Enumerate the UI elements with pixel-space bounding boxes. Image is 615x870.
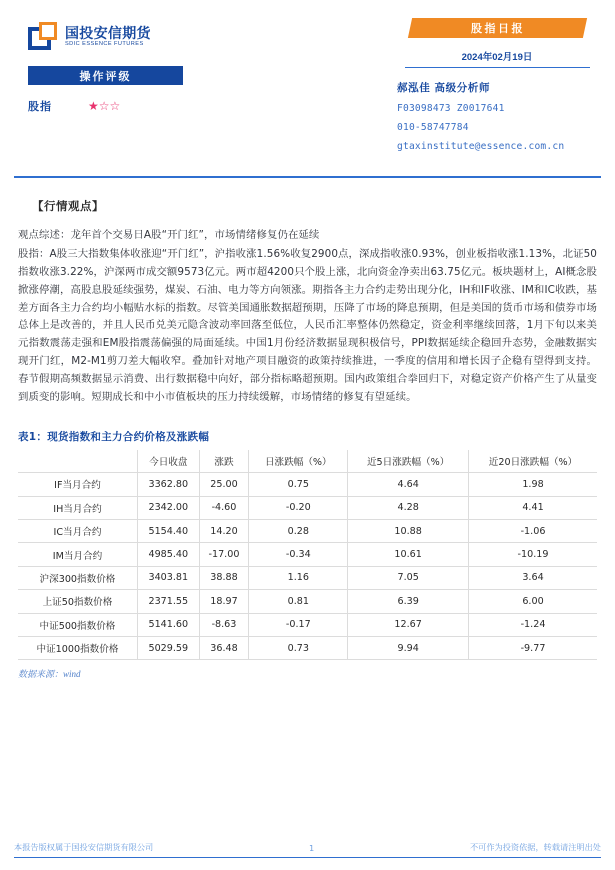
cell-pct-5d: 9.94 <box>348 636 469 659</box>
cell-close: 2342.00 <box>137 496 199 519</box>
footer-page-number: 1 <box>308 842 315 853</box>
cell-pct-day: 0.81 <box>249 590 348 613</box>
cell-close: 5141.60 <box>137 613 199 636</box>
col-header-pct-5d: 近5日涨跌幅（%） <box>348 450 469 473</box>
cell-pct-day: -0.20 <box>249 496 348 519</box>
header-left <box>28 22 328 114</box>
header-right <box>397 18 597 152</box>
cell-change: -17.00 <box>199 543 249 566</box>
cell-change: 18.97 <box>199 590 249 613</box>
cell-pct-5d: 4.64 <box>348 473 469 496</box>
company-name-cn: 国投安信期货 <box>65 25 151 42</box>
rating-bar-title: 操作评级 <box>28 66 183 85</box>
cell-pct-20d: 6.00 <box>469 590 597 613</box>
cell-close: 3403.81 <box>137 566 199 589</box>
cell-pct-day: -0.34 <box>249 543 348 566</box>
table-row <box>18 613 597 636</box>
row-label: 中证1000指数价格 <box>18 636 137 659</box>
analyst-cert: F03098473 Z0017641 <box>397 103 505 114</box>
table-row <box>18 473 597 496</box>
cell-pct-day: 0.75 <box>249 473 348 496</box>
row-label: IM当月合约 <box>18 543 137 566</box>
table-body <box>18 473 597 660</box>
paragraph-body: 股指：A股三大指数集体收涨迎“开门红”，沪指收涨1.56%收复2900点，深成指收涨0.93%，创业板指收涨1.13%，北证50指数收涨3.22%，沪深两市成交额9573亿元。两市超4200只个股上涨，北向资金净卖出63.75亿元。板块题材上，AI概念股掀涨停潮，高股息股延续强势，煤炭、石油、电力等方向领涨。期指各主力合约走势出现分化，IH和IF收涨、IM和IC收跌，基差方面各主力合约均小幅贴水标的指数。尽管美国通胀数据超预期，压降了市场的降息预期，但是美国的货币市场和债券市场总体上是改善的，并且人民币兑美元隐含波动率回落至低位，人民币汇率整体仍然稳定，资金利率继续回落，1月下旬以来美元指数震荡走强和EM股指震荡偏强的局面延续。中国1月份经济数据显现积极信号，PPI数据延续企稳回升态势，金融数据实现开门红，M2-M1剪刀差大幅收窄。叠加针对地产项目融资的政策持续推进，一季度的信用和增长因子企稳有望得到支持。春节假期高频数据显示消费、出行数据稳中向好，部分指标略超预期。国内政策组合拳回归下，对稳定资产价格产生了从量变到质变的影响。短期成长和中小市值板块的压力持续缓解，市场情绪的修复有望延续。 <box>18 247 597 404</box>
cell-close: 4985.40 <box>137 543 199 566</box>
section-title-market-view: 【行情观点】 <box>32 199 104 213</box>
company-logo-text <box>65 27 151 48</box>
table-row <box>18 520 597 543</box>
col-header-name <box>18 450 137 473</box>
cell-change: 36.48 <box>199 636 249 659</box>
analyst-name: 郝泓佳 高级分析师 <box>397 82 491 94</box>
cell-pct-20d: -10.19 <box>469 543 597 566</box>
col-header-pct-20d: 近20日涨跌幅（%） <box>469 450 597 473</box>
cell-pct-5d: 10.61 <box>348 543 469 566</box>
table-row <box>18 590 597 613</box>
cell-change: 38.88 <box>199 566 249 589</box>
cell-pct-5d: 10.88 <box>348 520 469 543</box>
report-type-banner <box>407 18 586 38</box>
cell-pct-5d: 12.67 <box>348 613 469 636</box>
cell-pct-day: 0.73 <box>249 636 348 659</box>
footer-copyright: 本报告版权属于国投安信期货有限公司 <box>14 842 154 852</box>
table-row <box>18 543 597 566</box>
rating-row <box>28 98 328 114</box>
price-table <box>18 450 597 660</box>
row-label: IC当月合约 <box>18 520 137 543</box>
rating-item-label: 股指 <box>28 100 52 113</box>
cell-change: 14.20 <box>199 520 249 543</box>
cell-pct-5d: 4.28 <box>348 496 469 519</box>
row-label: IF当月合约 <box>18 473 137 496</box>
cell-pct-day: 1.16 <box>249 566 348 589</box>
cell-pct-day: 0.28 <box>249 520 348 543</box>
cell-pct-20d: -1.24 <box>469 613 597 636</box>
row-label: 上证50指数价格 <box>18 590 137 613</box>
paragraph-summary: 观点综述：龙年首个交易日A股“开门红”，市场情绪修复仍在延续 <box>18 229 320 241</box>
cell-pct-20d: -9.77 <box>469 636 597 659</box>
company-logo <box>28 22 328 52</box>
cell-change: -4.60 <box>199 496 249 519</box>
cell-pct-day: -0.17 <box>249 613 348 636</box>
table-row <box>18 636 597 659</box>
cell-close: 5154.40 <box>137 520 199 543</box>
analyst-email: gtaxinstitute@essence.com.cn <box>397 141 565 152</box>
cell-pct-5d: 6.39 <box>348 590 469 613</box>
cell-pct-20d: -1.06 <box>469 520 597 543</box>
cell-pct-5d: 7.05 <box>348 566 469 589</box>
report-footer <box>14 842 601 858</box>
logo-orange-square <box>39 22 57 40</box>
col-header-close: 今日收盘 <box>137 450 199 473</box>
cell-change: 25.00 <box>199 473 249 496</box>
company-name-en: SDIC ESSENCE FUTURES <box>65 40 144 47</box>
table-source: 数据来源：wind <box>18 669 81 680</box>
cell-close: 5029.59 <box>137 636 199 659</box>
cell-pct-20d: 1.98 <box>469 473 597 496</box>
cell-close: 2371.55 <box>137 590 199 613</box>
table-row <box>18 496 597 519</box>
table-caption: 表1：现货指数和主力合约价格及涨跌幅 <box>18 430 210 443</box>
report-type-label: 股指日报 <box>470 22 524 35</box>
company-logo-icon <box>28 22 58 52</box>
report-header <box>0 0 615 178</box>
cell-pct-20d: 4.41 <box>469 496 597 519</box>
header-divider <box>14 176 601 178</box>
report-content <box>0 178 615 680</box>
report-date: 2024年02月19日 <box>405 49 590 68</box>
row-label: 中证500指数价格 <box>18 613 137 636</box>
analyst-phone: 010-58747784 <box>397 122 469 133</box>
cell-change: -8.63 <box>199 613 249 636</box>
footer-disclaimer: 不可作为投资依据，转载请注明出处 <box>469 842 601 852</box>
table-header-row <box>18 450 597 473</box>
analyst-block <box>397 80 597 152</box>
table-row <box>18 566 597 589</box>
col-header-pct-day: 日涨跌幅（%） <box>249 450 348 473</box>
row-label: IH当月合约 <box>18 496 137 519</box>
col-header-change: 涨跌 <box>199 450 249 473</box>
rating-stars: ★☆☆ <box>88 98 121 113</box>
cell-close: 3362.80 <box>137 473 199 496</box>
row-label: 沪深300指数价格 <box>18 566 137 589</box>
cell-pct-20d: 3.64 <box>469 566 597 589</box>
